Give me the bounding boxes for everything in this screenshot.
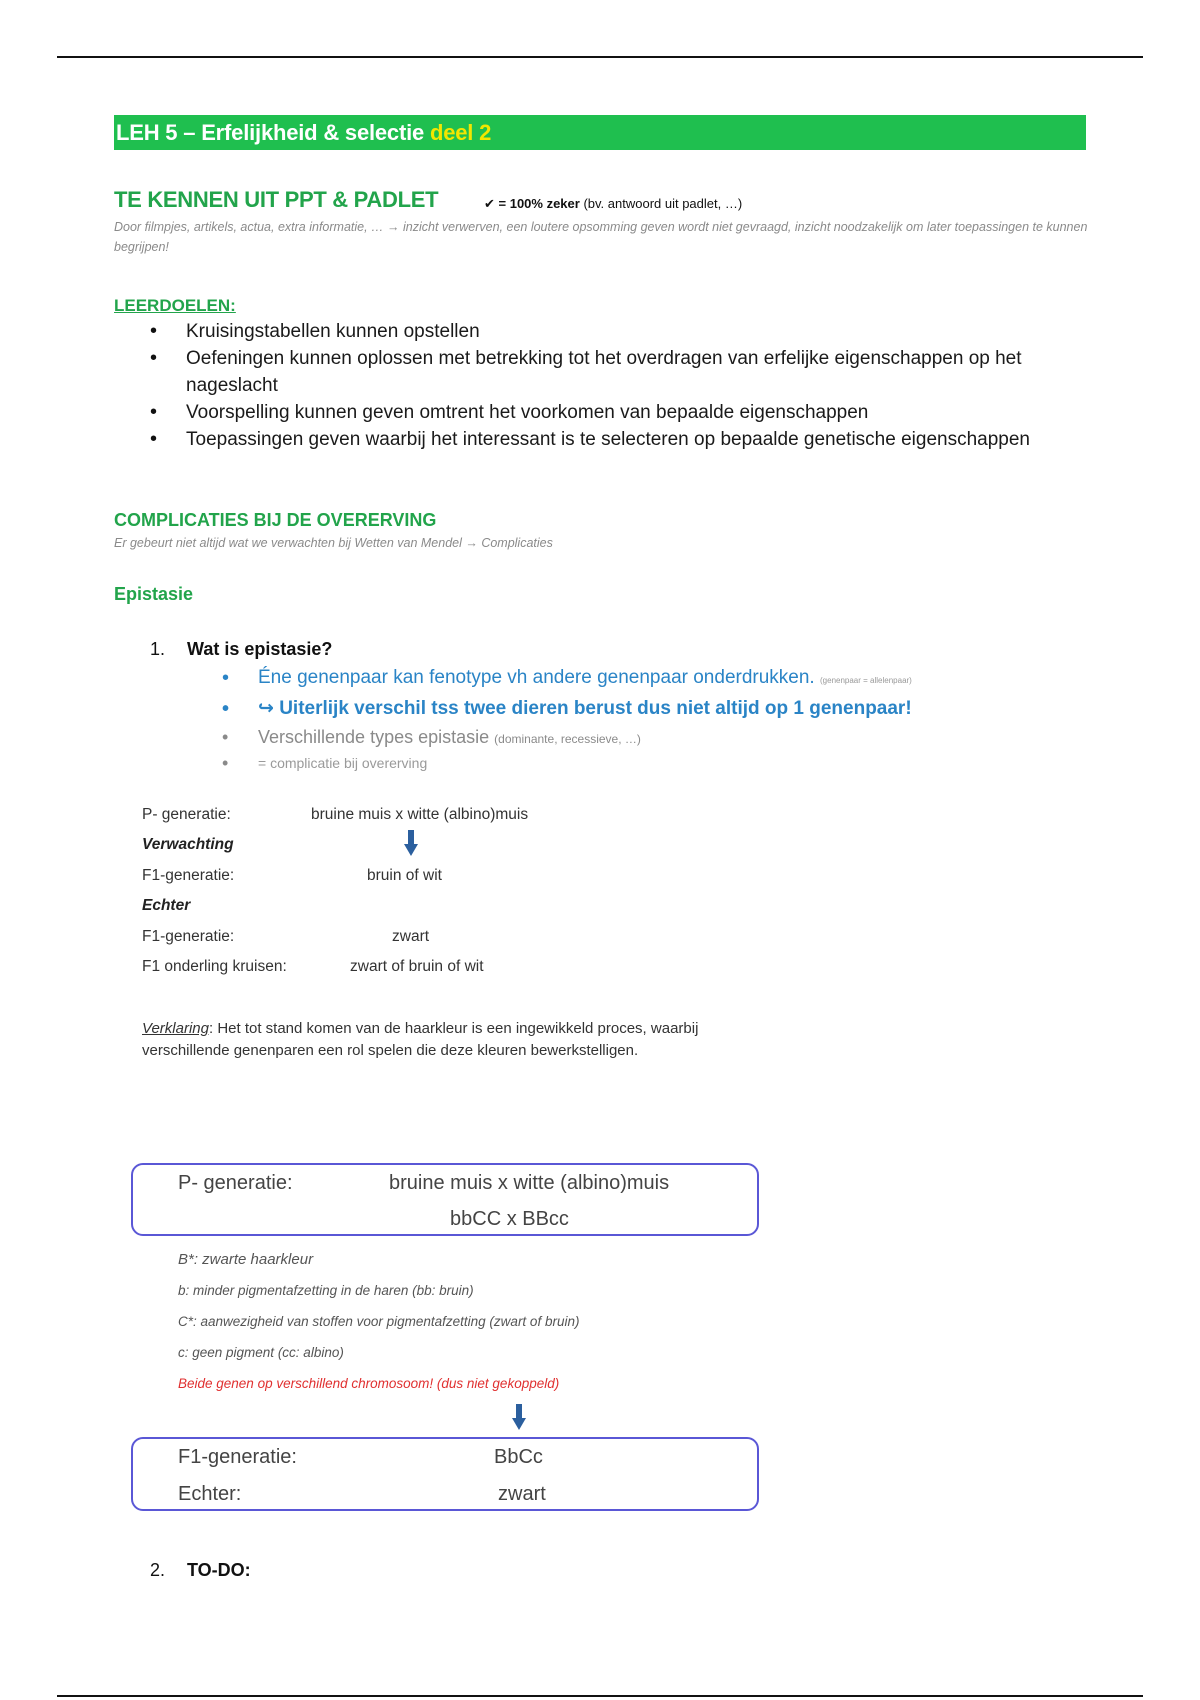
note-b-small: b: minder pigmentafzetting in de haren (bb: bruin)	[178, 1283, 474, 1298]
epistasie-item-complication: • = complicatie bij overerving	[220, 753, 1100, 773]
chapter-title-bar	[114, 115, 1086, 150]
question-2	[150, 1560, 251, 1581]
question-1	[150, 639, 332, 660]
complications-heading: COMPLICATIES BIJ DE OVERERVING	[114, 510, 437, 530]
box2-value-2: zwart	[498, 1483, 546, 1505]
box2-value-1: BbCc	[494, 1446, 543, 1468]
chapter-title-highlight: deel 2	[429, 120, 492, 145]
box1-value: bruine muis x witte (albino)muis	[389, 1172, 670, 1194]
note-c-small: c: geen pigment (cc: albino)	[178, 1345, 344, 1360]
intro-text: Door filmpjes, artikels, actua, extra informatie, … → inzicht verwerven, een loutere opsomming geven wordt niet gevraagd, inzicht noodzakelijk om later toepassingen te kunnen begrijpen!	[114, 220, 1088, 254]
learning-goals-list	[150, 318, 1090, 453]
certainty-label: ✔ = 100% zeker	[484, 196, 580, 211]
chapter-title: LEH 5 – Erfelijkheid & selectie	[116, 120, 430, 145]
epistasie-definition-text: Éne genenpaar kan fenotype vh andere genenpaar onderdrukken.	[258, 667, 815, 688]
cross-f1-label: F1-generatie:	[142, 867, 235, 884]
explanation-body: : Het tot stand komen van de haarkleur is een ingewikkeld proces, waarbij verschillende genenparen een rol spelen die deze kleuren bewerkstelligen.	[142, 1020, 699, 1059]
learning-goal-item: • Oefeningen kunnen oplossen met betrekking tot het overdragen van erfelijke eigenschappen op het nageslacht	[150, 345, 1090, 399]
f1-generation-box	[131, 1437, 759, 1511]
note-b-star: B*: zwarte haarkleur	[178, 1251, 314, 1268]
question-1-number: 1.	[150, 639, 166, 659]
epistasie-types-note: (dominante, recessieve, …)	[494, 732, 641, 746]
learning-goals-heading: LEERDOELEN:	[114, 296, 236, 315]
complications-subtitle: Er gebeurt niet altijd wat we verwachten bij Wetten van Mendel → Complicaties	[114, 536, 553, 550]
learning-goal-item: • Kruisingstabellen kunnen opstellen	[150, 318, 1090, 345]
cross-expectation-label: Verwachting	[142, 836, 234, 853]
bottom-rule	[57, 1695, 1143, 1697]
epistasie-types-text: Verschillende types epistasie	[258, 727, 490, 747]
cross-p-label: P- generatie:	[142, 806, 231, 823]
box1-label: P- generatie:	[178, 1172, 293, 1194]
epistasie-list	[220, 664, 1100, 773]
learning-goal-item: • Toepassingen geven waarbij het interessant is te selecteren op bepaalde genetische eigenschappen	[150, 426, 1090, 453]
note-c-star: C*: aanwezigheid van stoffen voor pigmentafzetting (zwart of bruin)	[178, 1314, 580, 1329]
epistasie-item-definition	[220, 664, 1100, 695]
epistasie-item-consequence: • ↪ Uiterlijk verschil tss twee dieren berust dus niet altijd op 1 genenpaar!	[220, 695, 1100, 723]
box1-genotype: bbCC x BBcc	[450, 1208, 569, 1230]
note-not-linked: Beide genen op verschillend chromosoom! (dus niet gekoppeld)	[178, 1376, 560, 1391]
certainty-example: (bv. antwoord uit padlet, …)	[583, 196, 743, 211]
epistasie-heading: Epistasie	[114, 584, 194, 604]
section-heading-ppt-padlet: TE KENNEN UIT PPT & PADLET	[114, 187, 439, 212]
explanation-text	[142, 1018, 782, 1062]
epistasie-item-types	[220, 723, 1100, 753]
cross-f1-value: bruin of wit	[367, 867, 442, 884]
p-generation-box	[131, 1163, 759, 1236]
question-1-text: Wat is epistasie?	[187, 639, 333, 659]
learning-goal-item: • Voorspelling kunnen geven omtrent het voorkomen van bepaalde eigenschappen	[150, 399, 1090, 426]
arrow-down-icon	[512, 1404, 526, 1430]
cross-f1b-value: zwart	[392, 928, 430, 945]
cross-actual-label: Echter	[142, 897, 191, 914]
question-2-number: 2.	[150, 1560, 166, 1580]
top-rule	[57, 56, 1143, 58]
box2-label-2: Echter:	[178, 1483, 242, 1505]
certainty-note	[484, 196, 742, 212]
cross-f1b-label: F1-generatie:	[142, 928, 235, 945]
question-2-text: TO-DO:	[187, 1560, 251, 1580]
epistasie-definition-note: (genenpaar = allelenpaar)	[820, 676, 912, 685]
arrow-down-icon	[404, 830, 418, 856]
cross-f1-intercross-label: F1 onderling kruisen:	[142, 958, 287, 975]
box2-label-1: F1-generatie:	[178, 1446, 297, 1468]
explanation-label: Verklaring	[142, 1020, 209, 1037]
cross-p-value: bruine muis x witte (albino)muis	[311, 806, 529, 823]
cross-f1-intercross-value: zwart of bruin of wit	[350, 958, 484, 975]
